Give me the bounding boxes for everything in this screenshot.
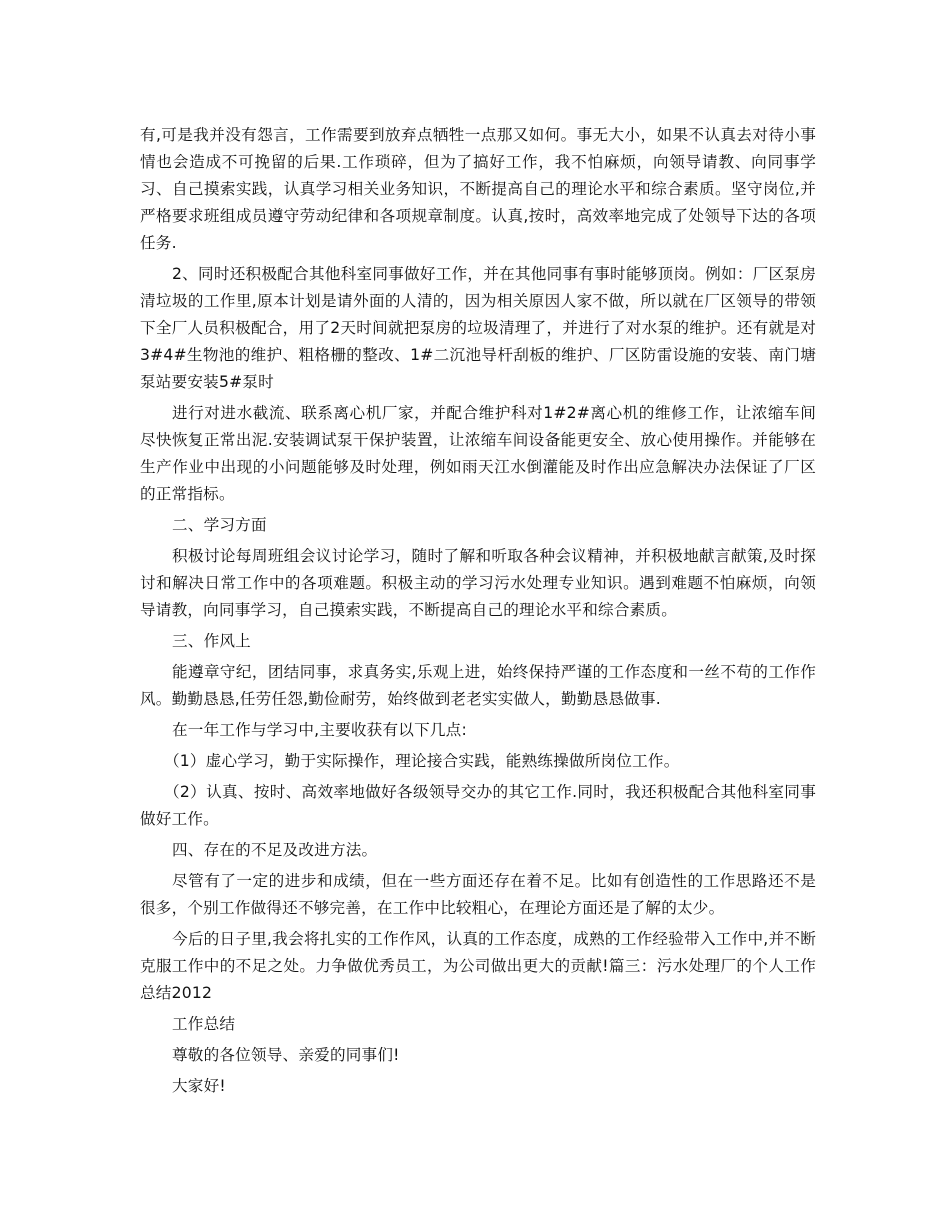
heading-work-style: 三、作风上 xyxy=(172,632,251,650)
paragraph-work-style: 能遵章守纪，团结同事，求真务实,乐观上进，始终保持严谨的工作态度和一丝不苟的工作作风。勤勤恳恳,任劳任怨,勤俭耐劳，始终做到老老实实做人，勤勤恳恳做事. xyxy=(140,663,816,708)
list-item-gain-2: （2）认真、按时、高效率地做好各级领导交办的其它工作.同时，我还积极配合其他科室同事做好工作。 xyxy=(140,783,816,828)
heading-work-summary: 工作总结 xyxy=(172,1015,236,1033)
list-item-gain-1: （1）虚心学习，勤于实际操作，理论接合实践，能熟练操做所岗位工作。 xyxy=(164,752,680,770)
heading-study: 二、学习方面 xyxy=(172,516,267,534)
paragraph-gains-intro: 在一年工作与学习中,主要收获有以下几点: xyxy=(172,721,467,739)
heading-shortcomings: 四、存在的不足及改进方法。 xyxy=(172,841,378,859)
paragraph-item-2: 2、同时还积极配合其他科室同事做好工作，并在其他同事有事时能够顶岗。例如：厂区泵房清垃圾的工作里,原本计划是请外面的人清的，因为相关原因人家不做，所以就在厂区领导的带领下全厂人员积极配合，用了2天时间就把泵房的垃圾清理了，并进行了对水泵的维护。还有就是对3#4#生物池的维护、粗格栅的整改、1#二沉池导杆刮板的维护、厂区防雷设施的安装、南门塘泵站要安装5#泵时 xyxy=(140,265,816,391)
paragraph-intro-continued: 有,可是我并没有怨言，工作需要到放弃点牺牲一点那又如何。事无大小，如果不认真去对待小事情也会造成不可挽留的后果.工作琐碎，但为了搞好工作，我不怕麻烦，向领导请教、向同事学习、自己摸索实践，认真学习相关业务知识，不断提高自己的理论水平和综合素质。坚守岗位,并严格要求班组成员遵守劳动纪律和各项规章制度。认真,按时，高效率地完成了处领导下达的各项任务. xyxy=(140,126,816,252)
paragraph-study: 积极讨论每周班组会议讨论学习，随时了解和听取各种会议精神，并积极地献言献策,及时探讨和解决日常工作中的各项难题。积极主动的学习污水处理专业知识。遇到难题不怕麻烦，向领导请教，向同事学习，自己摸索实践，不断提高自己的理论水平和综合素质。 xyxy=(140,547,816,619)
greeting: 大家好! xyxy=(172,1077,226,1095)
document-body xyxy=(140,122,816,1104)
paragraph-shortcomings: 尽管有了一定的进步和成绩，但在一些方面还存在着不足。比如有创造性的工作思路还不是很多，个别工作做得还不够完善，在工作中比较粗心，在理论方面还是了解的太少。 xyxy=(140,872,816,917)
salutation: 尊敬的各位领导、亲爱的同事们! xyxy=(172,1046,400,1064)
paragraph-future: 今后的日子里,我会将扎实的工作作风，认真的工作态度，成熟的工作经验带入工作中,并不断克服工作中的不足之处。力争做优秀员工，为公司做出更大的贡献!篇三：污水处理厂的个人工作总结2012 xyxy=(140,930,816,1002)
paragraph-item-2-continued: 进行对进水截流、联系离心机厂家，并配合维护科对1#2#离心机的维修工作，让浓缩车间尽快恢复正常出泥.安装调试泵干保护装置，让浓缩车间设备能更安全、放心使用操作。并能够在生产作业中出现的小问题能够及时处理，例如雨天江水倒灌能及时作出应急解决办法保证了厂区的正常指标。 xyxy=(140,404,816,503)
